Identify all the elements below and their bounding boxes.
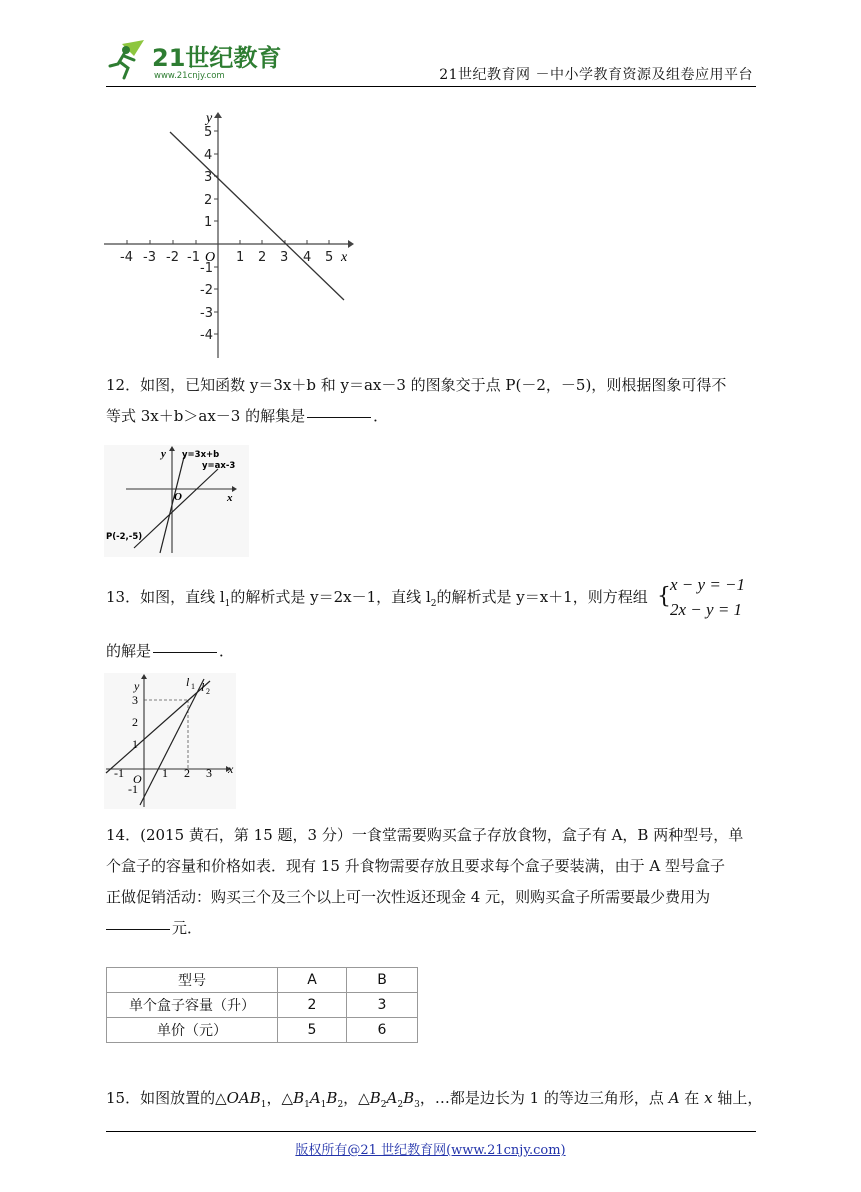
table-row xyxy=(107,968,418,993)
y-tick: -2 xyxy=(200,283,213,298)
origin-label: O xyxy=(133,772,142,786)
answer-blank xyxy=(106,928,170,930)
q13-text: 13．如图，直线 l xyxy=(106,588,225,606)
y-tick: 1 xyxy=(204,215,213,230)
graph-q12 xyxy=(104,445,249,557)
q13-text: 的解是 xyxy=(106,642,152,660)
equation-brace: { xyxy=(657,584,671,609)
x-tick: 2 xyxy=(258,250,267,265)
subscript: 1 xyxy=(260,1100,267,1110)
x-tick: 4 xyxy=(303,250,312,265)
price-table xyxy=(106,967,418,1043)
q14-line2: 个盒子的容量和价格如表．现有 15 升食物需要存放且要求每个盒子要装满，由于 A 型号盒子 xyxy=(106,857,725,875)
l1-label: l xyxy=(186,675,190,689)
footer-copyright-link[interactable]: 版权所有@21 世纪教育网(www.21cnjy.com) xyxy=(295,1143,566,1158)
question-12 xyxy=(106,370,756,432)
x-axis-label: x xyxy=(227,492,233,504)
q15-text: 15．如图放置的△ xyxy=(106,1089,227,1107)
table-cell: 2 xyxy=(278,993,347,1018)
x-tick: -3 xyxy=(143,250,156,265)
subscript: 1 xyxy=(320,1100,327,1110)
y-tick: 5 xyxy=(204,125,213,140)
logo-url: www.21cnjy.com xyxy=(154,71,225,81)
x-tick: 2 xyxy=(184,766,190,780)
question-13-line2 xyxy=(106,636,756,667)
q15-text: ，△ xyxy=(266,1089,294,1107)
q13-text: 的解析式是 y＝x＋1，则方程组 xyxy=(436,588,648,606)
y-tick: 1 xyxy=(132,737,138,751)
q13-end: ． xyxy=(219,642,235,660)
question-15 xyxy=(106,1083,763,1121)
line1-label: y=3x+b xyxy=(182,450,220,460)
q15-text: ，…都是边长为 1 的等边三角形，点 xyxy=(419,1089,669,1107)
y-tick: 2 xyxy=(204,193,213,208)
y-tick: -1 xyxy=(200,261,213,276)
q15-text: 轴上， xyxy=(712,1089,763,1107)
table-cell: 3 xyxy=(347,993,418,1018)
question-14 xyxy=(106,820,756,944)
q12-text: 等式 3x＋b＞ax－3 的解集是 xyxy=(106,407,306,425)
subscript: 2 xyxy=(337,1100,344,1110)
l2-label: l xyxy=(201,680,205,694)
q15-text: B xyxy=(326,1089,338,1107)
equation-1: x − y = −1 xyxy=(670,575,746,594)
y-tick: -3 xyxy=(200,306,213,321)
y-axis-label: y xyxy=(161,448,166,460)
header-site-text: 21世纪教育网 －中小学教育资源及组卷应用平台 xyxy=(439,67,753,83)
q14-line3: 正做促销活动：购买三个及三个以上可一次性返还现金 4 元，则购买盒子所需要最少费用为 xyxy=(106,888,711,906)
site-logo xyxy=(104,36,304,82)
header-divider xyxy=(106,86,756,87)
q15-text: 在 xyxy=(679,1089,705,1107)
runner-icon xyxy=(110,40,144,78)
y-tick: 3 xyxy=(132,693,138,707)
table-row xyxy=(107,1018,418,1043)
table-cell: 型号 xyxy=(107,968,278,993)
x-tick: 5 xyxy=(325,250,334,265)
y-tick: 2 xyxy=(132,715,138,729)
x-tick: 1 xyxy=(236,250,245,265)
x-tick: 3 xyxy=(206,766,212,780)
x-tick: -1 xyxy=(114,766,124,780)
q12-end: ． xyxy=(373,407,389,425)
q14-end: 元． xyxy=(172,919,203,937)
subscript: 1 xyxy=(304,1100,310,1110)
table-cell: 6 xyxy=(347,1018,418,1043)
y-axis-label: y xyxy=(206,111,213,126)
logo-title: 21世纪教育 xyxy=(152,44,282,72)
origin-label: O xyxy=(174,491,182,503)
q15-text: OAB xyxy=(226,1089,261,1107)
table-cell: 单价（元） xyxy=(107,1018,278,1043)
table-row xyxy=(107,993,418,1018)
q15-text: x xyxy=(704,1089,713,1107)
q15-text: B xyxy=(369,1089,381,1107)
q13-text: 的解析式是 y＝2x－1，直线 l xyxy=(230,588,431,606)
q15-text: A xyxy=(309,1089,321,1107)
footer-divider xyxy=(106,1131,756,1132)
q15-text: A xyxy=(668,1089,680,1107)
l2-subscript: 2 xyxy=(206,687,210,696)
q14-line1: 14．(2015 黄石，第 15 题，3 分）一食堂需要购买盒子存放食物，盒子有 A，B 两种型号，单 xyxy=(106,826,744,844)
graph-q11 xyxy=(100,110,360,360)
y-tick: 4 xyxy=(204,148,213,163)
equation-2: 2x − y = 1 xyxy=(670,600,743,619)
graph-line xyxy=(170,132,344,300)
table-cell: B xyxy=(347,968,418,993)
q15-text: B xyxy=(403,1089,415,1107)
q15-text: ，△ xyxy=(343,1089,370,1107)
q12-line2 xyxy=(106,401,756,432)
y-tick: -1 xyxy=(128,782,138,796)
line2-label: y=ax-3 xyxy=(202,461,236,471)
x-tick: 3 xyxy=(280,250,289,265)
graph-q13 xyxy=(104,673,236,809)
x-tick: -2 xyxy=(166,250,179,265)
y-tick: 3 xyxy=(204,170,213,185)
x-axis-label: x xyxy=(341,250,348,265)
subscript: 2 xyxy=(430,599,437,609)
x-axis-label: x xyxy=(228,762,234,776)
origin-label: O xyxy=(205,250,216,265)
subscript: 2 xyxy=(397,1100,404,1110)
q15-text: A xyxy=(386,1089,398,1107)
x-tick: -4 xyxy=(120,250,133,265)
subscript: 3 xyxy=(414,1100,420,1110)
l1-subscript: 1 xyxy=(191,682,195,691)
y-axis-label: y xyxy=(134,679,140,693)
table-cell: A xyxy=(278,968,347,993)
subscript: 1 xyxy=(224,599,231,609)
y-tick: -4 xyxy=(200,328,213,343)
table-cell: 单个盒子容量（升） xyxy=(107,993,278,1018)
answer-blank xyxy=(307,416,371,418)
point-p-label: P(-2,-5) xyxy=(106,532,143,542)
answer-blank xyxy=(153,651,217,653)
table-cell: 5 xyxy=(278,1018,347,1043)
subscript: 2 xyxy=(380,1100,387,1110)
q15-text: B xyxy=(293,1089,305,1107)
x-tick: 1 xyxy=(162,766,168,780)
q14-line4 xyxy=(106,913,756,944)
x-tick: -1 xyxy=(187,250,200,265)
q12-line1: 12．如图，已知函数 y＝3x＋b 和 y＝ax－3 的图象交于点 P(－2，－5)，则根据图象可得不 xyxy=(106,376,727,394)
